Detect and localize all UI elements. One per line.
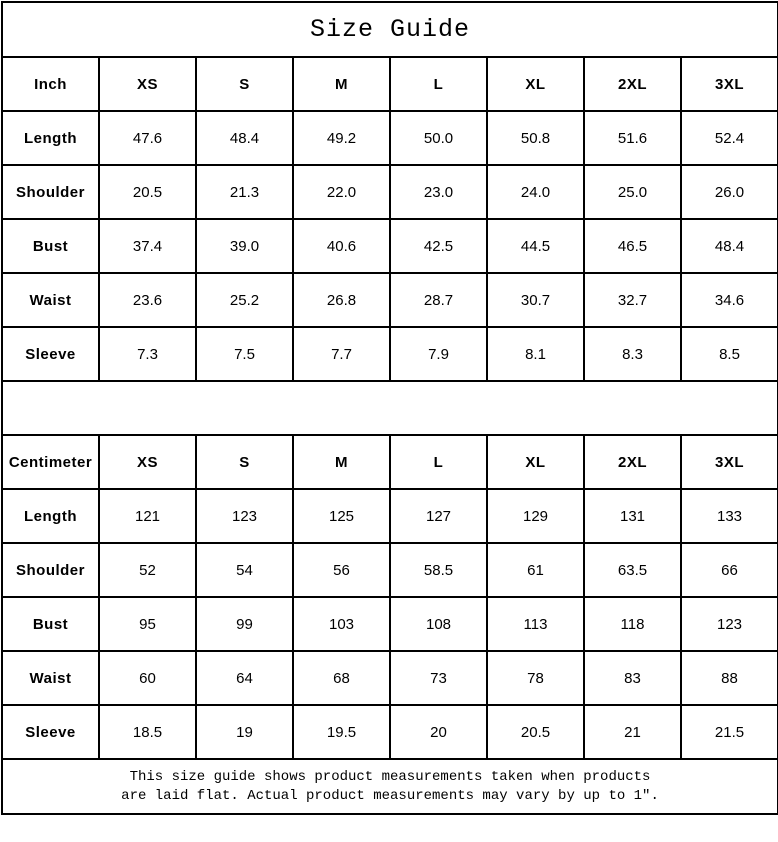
- measurement-value-cell: 113: [487, 597, 584, 651]
- measurement-value-cell: 8.3: [584, 327, 681, 381]
- measurement-row: [2, 651, 778, 705]
- measurement-value-cell: 7.3: [99, 327, 196, 381]
- measurement-value-cell: 18.5: [99, 705, 196, 759]
- measurement-value-cell: 7.9: [390, 327, 487, 381]
- spacer-cell: [2, 381, 778, 435]
- measurement-value-cell: 26.0: [681, 165, 778, 219]
- measurement-value-cell: 7.7: [293, 327, 390, 381]
- measurement-value-cell: 60: [99, 651, 196, 705]
- measurement-value-cell: 8.1: [487, 327, 584, 381]
- measurement-value-cell: 63.5: [584, 543, 681, 597]
- measurement-value-cell: 49.2: [293, 111, 390, 165]
- measurement-label-cell: Sleeve: [2, 327, 99, 381]
- measurement-value-cell: 25.0: [584, 165, 681, 219]
- measurement-value-cell: 95: [99, 597, 196, 651]
- size-header-cell: M: [293, 57, 390, 111]
- measurement-value-cell: 118: [584, 597, 681, 651]
- measurement-value-cell: 108: [390, 597, 487, 651]
- size-header-cell: 3XL: [681, 435, 778, 489]
- size-header-cell: M: [293, 435, 390, 489]
- measurement-value-cell: 21.3: [196, 165, 293, 219]
- measurement-value-cell: 42.5: [390, 219, 487, 273]
- measurement-value-cell: 23.0: [390, 165, 487, 219]
- measurement-value-cell: 121: [99, 489, 196, 543]
- measurement-value-cell: 78: [487, 651, 584, 705]
- measurement-value-cell: 21.5: [681, 705, 778, 759]
- measurement-value-cell: 103: [293, 597, 390, 651]
- measurement-value-cell: 52.4: [681, 111, 778, 165]
- size-header-cell: XL: [487, 435, 584, 489]
- footer-row: [2, 759, 778, 814]
- measurement-label-cell: Length: [2, 111, 99, 165]
- size-header-cell: S: [196, 435, 293, 489]
- measurement-value-cell: 83: [584, 651, 681, 705]
- measurement-value-cell: 22.0: [293, 165, 390, 219]
- measurement-row: [2, 165, 778, 219]
- measurement-value-cell: 54: [196, 543, 293, 597]
- measurement-value-cell: 58.5: [390, 543, 487, 597]
- measurement-value-cell: 56: [293, 543, 390, 597]
- measurement-value-cell: 61: [487, 543, 584, 597]
- measurement-row: [2, 219, 778, 273]
- measurement-value-cell: 127: [390, 489, 487, 543]
- measurement-value-cell: 125: [293, 489, 390, 543]
- measurement-value-cell: 19.5: [293, 705, 390, 759]
- spacer-row: [2, 381, 778, 435]
- page-title: Size Guide: [2, 2, 778, 57]
- footer-note-line2: are laid flat. Actual product measurements may vary by up to 1″.: [121, 787, 659, 804]
- measurement-label-cell: Shoulder: [2, 165, 99, 219]
- title-row: [2, 2, 778, 57]
- measurement-value-cell: 25.2: [196, 273, 293, 327]
- measurement-value-cell: 23.6: [99, 273, 196, 327]
- measurement-value-cell: 52: [99, 543, 196, 597]
- measurement-value-cell: 68: [293, 651, 390, 705]
- measurement-value-cell: 20.5: [487, 705, 584, 759]
- measurement-row: [2, 489, 778, 543]
- measurement-value-cell: 24.0: [487, 165, 584, 219]
- measurement-value-cell: 19: [196, 705, 293, 759]
- measurement-value-cell: 20.5: [99, 165, 196, 219]
- measurement-row: [2, 273, 778, 327]
- measurement-label-cell: Bust: [2, 597, 99, 651]
- measurement-value-cell: 39.0: [196, 219, 293, 273]
- measurement-value-cell: 73: [390, 651, 487, 705]
- size-header-cell: S: [196, 57, 293, 111]
- measurement-value-cell: 8.5: [681, 327, 778, 381]
- measurement-label-cell: Length: [2, 489, 99, 543]
- inch-table-block: [2, 57, 778, 381]
- measurement-value-cell: 47.6: [99, 111, 196, 165]
- measurement-value-cell: 50.8: [487, 111, 584, 165]
- measurement-value-cell: 28.7: [390, 273, 487, 327]
- measurement-value-cell: 123: [681, 597, 778, 651]
- measurement-value-cell: 26.8: [293, 273, 390, 327]
- size-header-cell: L: [390, 57, 487, 111]
- measurement-value-cell: 34.6: [681, 273, 778, 327]
- measurement-value-cell: 32.7: [584, 273, 681, 327]
- measurement-value-cell: 123: [196, 489, 293, 543]
- measurement-value-cell: 129: [487, 489, 584, 543]
- size-header-cell: 2XL: [584, 57, 681, 111]
- measurement-label-cell: Bust: [2, 219, 99, 273]
- unit-label-cell: Centimeter: [2, 435, 99, 489]
- size-header-cell: XS: [99, 435, 196, 489]
- size-header-cell: 2XL: [584, 435, 681, 489]
- measurement-value-cell: 88: [681, 651, 778, 705]
- measurement-value-cell: 48.4: [196, 111, 293, 165]
- measurement-row: [2, 597, 778, 651]
- size-header-row: [2, 435, 778, 489]
- size-guide-table: [1, 1, 778, 815]
- measurement-row: [2, 705, 778, 759]
- measurement-value-cell: 131: [584, 489, 681, 543]
- measurement-value-cell: 48.4: [681, 219, 778, 273]
- measurement-value-cell: 37.4: [99, 219, 196, 273]
- measurement-value-cell: 30.7: [487, 273, 584, 327]
- measurement-label-cell: Waist: [2, 651, 99, 705]
- size-header-row: [2, 57, 778, 111]
- footer-note-line1: This size guide shows product measurements taken when products: [129, 768, 651, 785]
- size-header-cell: XS: [99, 57, 196, 111]
- measurement-value-cell: 46.5: [584, 219, 681, 273]
- measurement-row: [2, 327, 778, 381]
- centimeter-table-block: [2, 435, 778, 759]
- measurement-label-cell: Sleeve: [2, 705, 99, 759]
- measurement-row: [2, 543, 778, 597]
- measurement-value-cell: 133: [681, 489, 778, 543]
- measurement-value-cell: 44.5: [487, 219, 584, 273]
- measurement-row: [2, 111, 778, 165]
- measurement-value-cell: 51.6: [584, 111, 681, 165]
- size-header-cell: XL: [487, 57, 584, 111]
- measurement-value-cell: 99: [196, 597, 293, 651]
- measurement-label-cell: Waist: [2, 273, 99, 327]
- measurement-value-cell: 50.0: [390, 111, 487, 165]
- measurement-value-cell: 20: [390, 705, 487, 759]
- measurement-value-cell: 40.6: [293, 219, 390, 273]
- measurement-value-cell: 21: [584, 705, 681, 759]
- measurement-value-cell: 7.5: [196, 327, 293, 381]
- measurement-label-cell: Shoulder: [2, 543, 99, 597]
- measurement-value-cell: 66: [681, 543, 778, 597]
- footer-note: [2, 759, 778, 814]
- size-header-cell: L: [390, 435, 487, 489]
- measurement-value-cell: 64: [196, 651, 293, 705]
- unit-label-cell: Inch: [2, 57, 99, 111]
- size-header-cell: 3XL: [681, 57, 778, 111]
